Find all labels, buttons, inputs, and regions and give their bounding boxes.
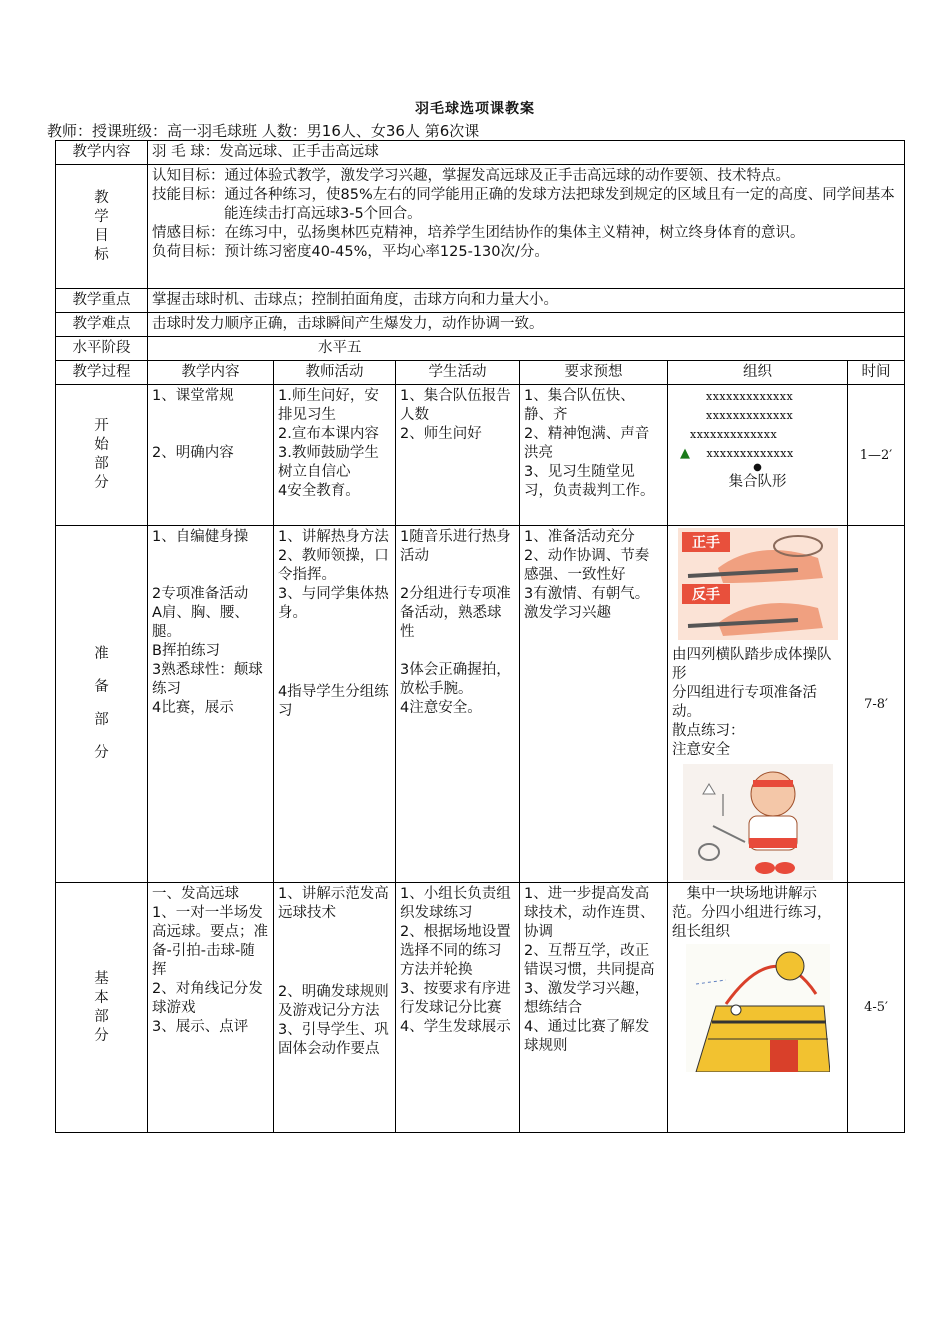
col-teacher: 教师活动 <box>274 361 396 385</box>
column-header-row <box>56 361 905 385</box>
content-row <box>56 141 905 165</box>
prep-content: 1、自编健身操 2专项准备活动 A肩、胸、腰、腿。 B挥拍练习 3熟悉球性：颠球练习 4比赛，展示 <box>148 526 274 883</box>
start-section-row <box>56 385 905 526</box>
goal-skill: 技能目标：通过各种练习，使85%左右的同学能用正确的发球方法把球发到规定的区域且有一定的高度、同学间基本能连续击打高远球3-5个回合。 <box>152 187 895 222</box>
prep-student: 1随音乐进行热身活动 2分组进行专项准备活动，熟悉球性 3体会正确握拍，放松手腕。 4注意安全。 <box>396 526 520 883</box>
teacher-triangle-icon: ▲ <box>680 446 691 461</box>
document-title: 羽毛球选项课教案 <box>415 101 535 117</box>
level-row <box>56 337 905 361</box>
col-content: 教学内容 <box>148 361 274 385</box>
key-row <box>56 289 905 313</box>
col-student: 学生活动 <box>396 361 520 385</box>
prep-require: 1、准备活动充分 2、动作协调、节奏感强、一致性好 3有激情、有朝气。激发学习兴趣 <box>520 526 668 883</box>
juggling-cartoon-illustration <box>683 764 833 880</box>
dot-icon: ● <box>753 462 762 473</box>
goals-value <box>148 165 905 289</box>
key-value: 掌握击球时机、击球点；控制拍面角度，击球方向和力量大小。 <box>148 289 905 313</box>
start-require: 1、集合队伍快、静、齐 2、精神饱满、声音洪亮 3、见习生随堂见习，负责裁判工作。 <box>520 385 668 526</box>
col-time: 时间 <box>848 361 905 385</box>
formation-row: xxxxxxxxxxxxx <box>690 428 778 441</box>
key-label: 教学重点 <box>56 289 148 313</box>
col-require: 要求预想 <box>520 361 668 385</box>
basic-student: 1、小组长负责组织发球练习 2、根据场地设置选择不同的练习方法并轮换 3、按要求有序进行发球记分比赛 4、学生发球展示 <box>396 883 520 1133</box>
basic-content: 一、发高远球 1、一对一半场发高远球。要点；准备-引拍-击球-随挥 2、对角线记分发球游戏 3、展示、点评 <box>148 883 274 1133</box>
difficult-value: 击球时发力顺序正确，击球瞬间产生爆发力，动作协调一致。 <box>148 313 905 337</box>
col-organize: 组织 <box>668 361 848 385</box>
grip-illustration <box>678 528 838 640</box>
content-value: 羽 毛 球：发高远球、正手击高远球 <box>148 141 905 165</box>
start-label: 开 始 部 分 <box>56 385 148 526</box>
difficult-row <box>56 313 905 337</box>
level-value: 水平五 <box>148 337 905 361</box>
content-label: 教学内容 <box>56 141 148 165</box>
goal-load: 负荷目标：预计练习密度40-45%，平均心率125-130次/分。 <box>152 244 549 260</box>
lesson-info: 教师：授课班级：高一羽毛球班 人数：男16人、女36人 第6次课 <box>47 122 480 140</box>
basic-teacher: 1、讲解示范发高远球技术 2、明确发球规则及游戏记分方法 3、引导学生、巩固体会动作要点 <box>274 883 396 1133</box>
prep-organization: 正手 反手 由四列横队踏步成体操队形 分四组进行专项准备活动。 散点练习： 注意安全 <box>668 526 848 883</box>
prep-label: 准 备 部 分 <box>56 526 148 883</box>
backhand-label: 反手 <box>691 587 720 603</box>
formation-row: xxxxxxxxxxxxx <box>706 447 794 460</box>
court-serve-illustration <box>686 944 830 1072</box>
prep-section-row <box>56 526 905 883</box>
lesson-plan-table <box>55 140 905 1133</box>
goals-row <box>56 165 905 289</box>
start-student: 1、集合队伍报告人数 2、师生问好 <box>396 385 520 526</box>
difficult-label: 教学难点 <box>56 313 148 337</box>
goal-cognitive: 认知目标：通过体验式教学，激发学习兴趣，掌握发高远球及正手击高远球的动作要领、技术特点。 <box>152 168 790 184</box>
start-teacher: 1.师生问好，安排见习生 2.宣布本课内容 3.教师鼓励学生树立自信心 4安全教育。 <box>274 385 396 526</box>
formation-row: xxxxxxxxxxxxx <box>706 409 794 422</box>
prep-time: 7-8′ <box>848 526 905 883</box>
formation-row: xxxxxxxxxxxxx <box>706 390 794 403</box>
start-time: 1—2′ <box>848 385 905 526</box>
start-organization <box>668 385 848 526</box>
goal-emotion: 情感目标：在练习中，弘扬奥林匹克精神，培养学生团结协作的集体主义精神，树立终身体育的意识。 <box>152 225 805 241</box>
basic-label: 基 本 部 分 <box>56 883 148 1133</box>
basic-section-row <box>56 883 905 1133</box>
basic-require: 1、进一步提高发高球技术，动作连贯、协调 2、互帮互学，改正错误习惯，共同提高 3、激发学习兴趣，想练结合 4、通过比赛了解发球规则 <box>520 883 668 1133</box>
goals-label: 教 学 目 标 <box>56 165 148 289</box>
formation-caption: 集合队形 <box>728 474 787 490</box>
forehand-label: 正手 <box>691 535 720 551</box>
start-content: 1、课堂常规 2、明确内容 <box>148 385 274 526</box>
level-label: 水平阶段 <box>56 337 148 361</box>
basic-organization: 集中一块场地讲解示范。分四小组进行练习，组长组织 <box>668 883 848 1133</box>
col-process: 教学过程 <box>56 361 148 385</box>
basic-time: 4-5′ <box>848 883 905 1133</box>
prep-teacher: 1、讲解热身方法 2、教师领操，口令指挥。 3、与同学集体热身。 4指导学生分组练习 <box>274 526 396 883</box>
